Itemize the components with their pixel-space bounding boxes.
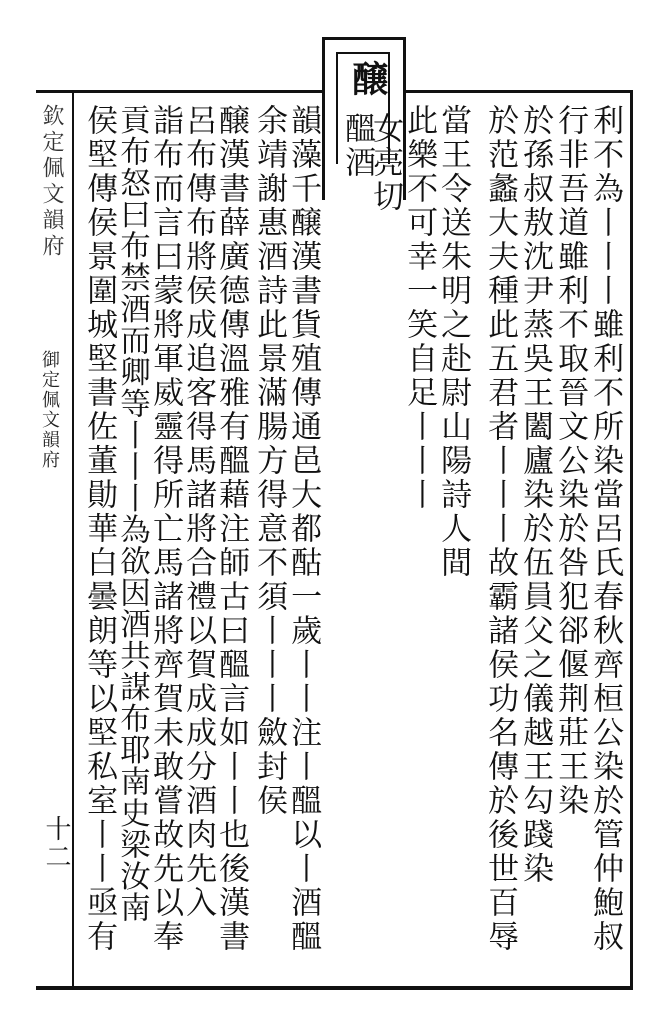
text-column: 利不為丨丨丨雖利不所染當呂氏春秋齊桓公染於管仲鮑叔: [587, 104, 624, 954]
definition-note: 醞酒: [339, 112, 376, 180]
text-column: 貢布怒曰布禁酒而卿等丨丨丨為欲因酒共謀布耶南史梁汝南: [114, 104, 150, 923]
pronunciation-note: 女亮切: [367, 112, 404, 214]
text-column: 當王令送朱明之赴尉山陽詩人間: [435, 104, 472, 580]
page-number: 十二: [41, 815, 71, 871]
right-border: [630, 90, 633, 990]
top-border-left: [36, 90, 322, 93]
bottom-border: [36, 986, 633, 990]
text-column: 韻藻千醸漢書貨殖傳通邑大都酤一歲丨丨注丨醞以丨酒醞: [285, 104, 322, 954]
text-column: 醸漢書薛廣德傳溫雅有醞藉注師古曰醞言如丨丨也後漢書: [213, 104, 250, 954]
text-column: 行非吾道雖利不取晉文公染於咎犯郤偃荆莊王染: [552, 104, 589, 818]
text-column: 於孫叔敖沈尹蒸吳王闔廬染於伍員父之儀越王勾踐染: [517, 104, 554, 886]
text-column: 於范蠡大夫種此五君者丨丨丨故霸諸侯功名傳於後世百辱: [482, 104, 519, 954]
text-column: 此樂不可幸一笑自足丨丨丨: [401, 104, 438, 512]
tab-title: 醸: [347, 60, 389, 96]
text-column: 呂布傳布將侯成追客得馬諸將合禮以賀成成分酒肉先入: [180, 104, 217, 920]
book-title: 欽定佩文韻府: [39, 104, 64, 260]
book-subtitle: 御定佩文韻府: [39, 350, 60, 470]
text-column: 詣布而言曰蒙將軍威靈得所亡馬諸將齊賀未敢嘗故先以奉: [147, 104, 184, 954]
text-column: 侯堅傳侯景圍城堅書佐董勛華白曇朗等以堅私室丨丨亟有: [81, 104, 118, 954]
top-border-right: [400, 90, 632, 93]
text-column: 余靖謝惠酒詩此景滿腸方得意不須丨丨丨斂封侯: [251, 104, 288, 818]
